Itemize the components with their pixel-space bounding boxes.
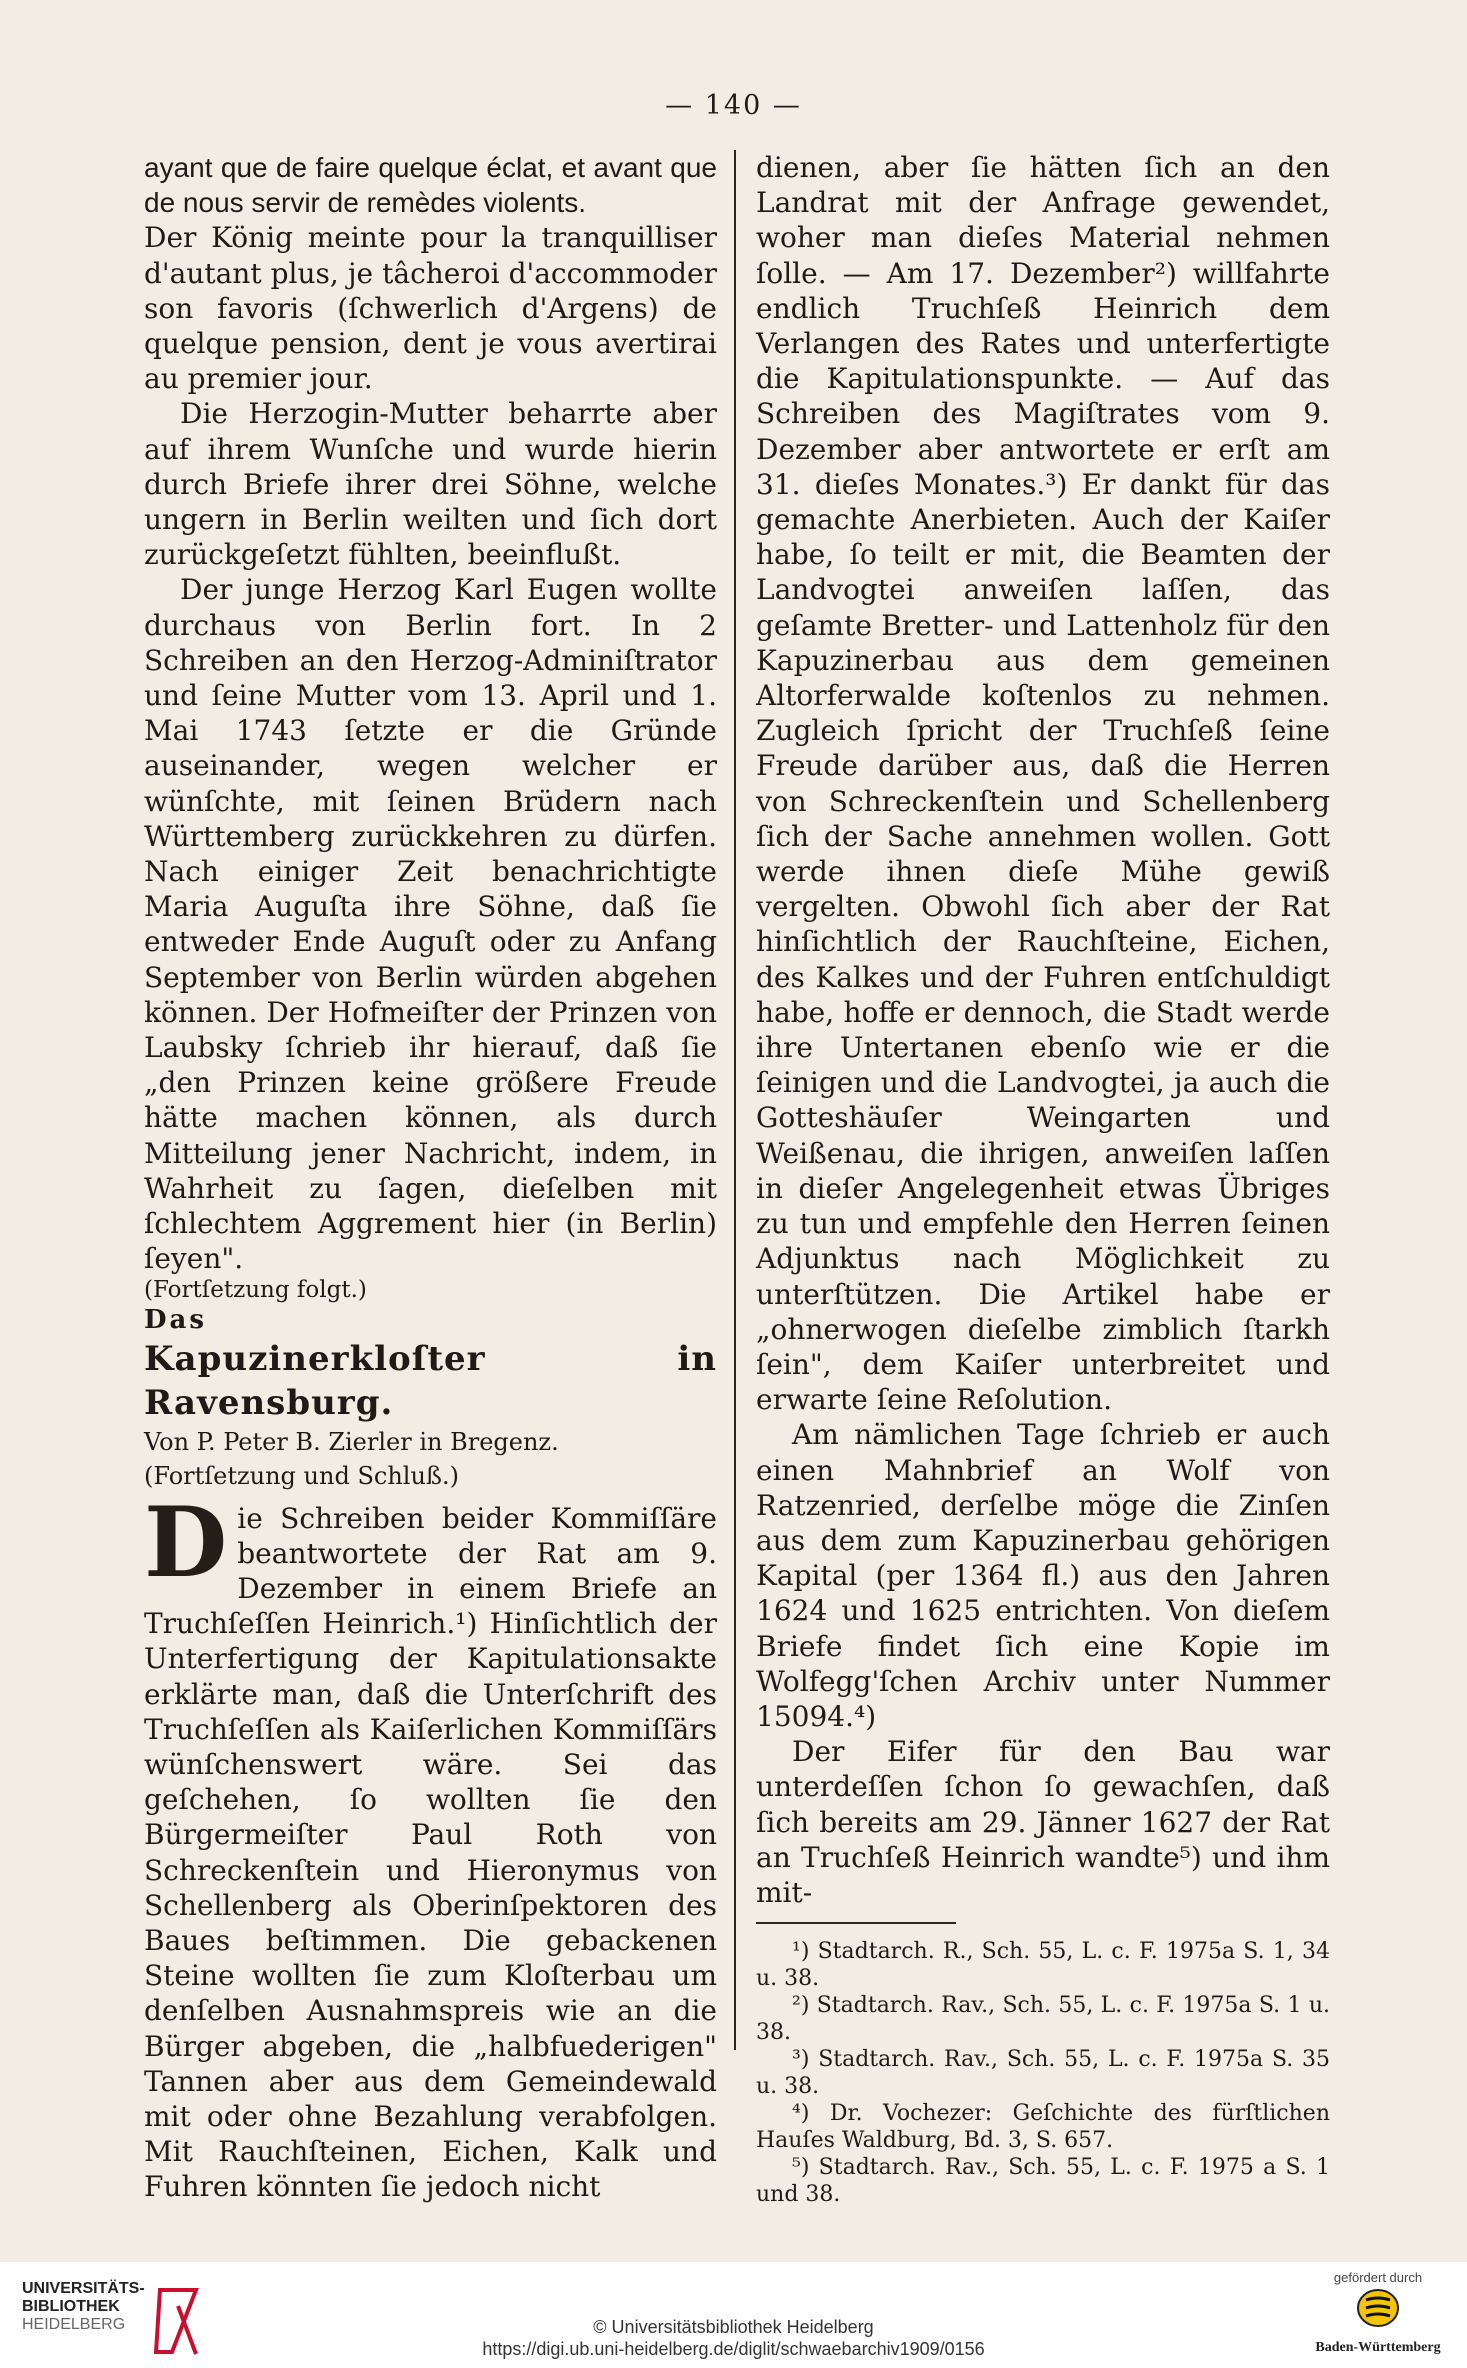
paragraph: Der junge Herzog Karl Eugen wollte durchaus von Berlin fort. In 2 Schreiben an den Herzog-Adminiſtrator und ſeine Mutter vom 13. April und 1. Mai 1743 ſetzte er die Gründe auseinander, wegen welcher er wünſchte, mit ſeinen Brüdern nach Württemberg zurückkehren zu dürfen. Nach einiger Zeit benachrichtigte Maria Auguſta ihre Söhne, daß ſie entweder Ende Auguſt oder zu Anfang September von Berlin würden abgehen können. Der Hofmeiſter der Prinzen von Laubsky ſchrieb ihr hierauf, daß ſie „den Prinzen keine größere Freude hätte machen können, als durch Mitteilung jener Nachricht, indem, in Wahrheit zu ſagen, dieſelben mit ſchlechtem Aggrement hier (in Berlin) ſeyen". <box>144 573 717 1276</box>
permalink[interactable]: https://digi.ub.uni-heidelberg.de/diglit/schwaebarchiv1909/0156 <box>482 2339 985 2359</box>
funder-name: Baden-Württemberg <box>1315 2340 1441 2355</box>
library-line: BIBLIOTHEK <box>22 2298 120 2315</box>
page-number: — 140 — <box>665 90 802 121</box>
paragraph: Am nämlichen Tage ſchrieb er auch einen Mahnbrief an Wolf von Ratzenried, derſelbe möge die Zinſen aus dem zum Kapuzinerbau gehörigen Kapital (per 1364 fl.) aus den Jahren 1624 und 1625 entrichten. Von dieſem Briefe findet ſich eine Kopie im Wolfegg'ſchen Archiv unter Nummer 15094.⁴) <box>756 1418 1330 1733</box>
library-line: HEIDELBERG <box>22 2316 126 2333</box>
paragraph-text: ie Schreiben beider Kommiſſäre beantwortete der Rat am 9. Dezember in einem Briefe an Truchſeſſen Heinrich.¹) Hinſichtlich der Unterfertigung der Kapitulationsakte erklärte man, daß die Unterſchrift des Truchſeſſen als Kaiſerlichen Kommiſſärs wünſchenswert wäre. Sei das geſchehen, ſo wollten ſie den Bürgermeiſter Paul Roth von Schreckenſtein und Hieronymus von Schellenberg als Oberinſpektoren des Baues beſtimmen. Die gebackenen Steine wollten ſie zum Kloſterbau um denſelben Ausnahmspreis wie an die Bürger abgeben, die „halbfuederigen" Tannen aber aus dem Gemeindewald mit oder ohne Bezahlung verabfolgen. Mit Rauchſteinen, Eichen, Kalk und Fuhren könnten ſie jedoch nicht <box>144 1501 717 2204</box>
article-title: Kapuzinerkloſter in Ravensburg. <box>144 1338 717 1423</box>
footnote-rule <box>756 1922 956 1924</box>
footnote: ⁵) Stadtarch. Rav., Sch. 55, L. c. F. 1975 a S. 1 und 38. <box>756 2155 1330 2208</box>
funded-by-label: gefördert durch <box>1333 2270 1423 2285</box>
copyright-text: © Universitätsbibliothek Heidelberg <box>593 2317 874 2337</box>
article-subtitle: (Fortſetzung und Schluß.) <box>144 1461 459 1490</box>
paragraph: Der Eifer für den Bau war unterdeſſen ſchon ſo gewachſen, daß ſich bereits am 29. Jänner 1627 der Rat an Truchſeß Heinrich wandte⁵) und ihm mit- <box>756 1735 1330 1909</box>
copyright-block <box>0 2316 1467 2360</box>
right-column <box>756 150 1330 2208</box>
article-author: Von P. Peter B. Zierler in Bregenz. <box>144 1427 559 1456</box>
footnote: ²) Stadtarch. Rav., Sch. 55, L. c. F. 1975a S. 1 u. 38. <box>756 1993 1330 2046</box>
footnote: ⁴) Dr. Vochezer: Geſchichte des fürſtlichen Hauſes Waldburg, Bd. 3, S. 657. <box>756 2101 1330 2154</box>
paragraph: Der König meinte pour la tranquilliser d'autant plus, je tâcheroi d'accommoder son favoris (ſchwerlich d'Argens) de quelque pension, dent je vous avertirai au premier jour. <box>144 221 717 396</box>
french-quote: ayant que de faire quelque éclat, et avant que de nous servir de remèdes violents. <box>144 152 717 219</box>
library-line: UNIVERSITÄTS- <box>22 2280 145 2297</box>
article-heading-small: Das <box>144 1304 208 1335</box>
viewer-footer <box>0 2262 1467 2368</box>
baden-wuerttemberg-coat-of-arms-icon <box>1353 2285 1403 2331</box>
funder-block <box>1313 2270 1443 2356</box>
left-column <box>144 150 717 2205</box>
paragraph: dienen, aber ſie hätten ſich an den Landrat mit der Anfrage gewendet, woher man dieſes Material nehmen ſolle. — Am 17. Dezember²) willfahrte endlich Truchſeß Heinrich dem Verlangen des Rates und unterfertigte die Kapitulationspunkte. — Auf das Schreiben des Magiſtrates vom 9. Dezember aber antwortete er erſt am 31. dieſes Monates.³) Er dankt für das gemachte Anerbieten. Auch der Kaiſer habe, ſo teilt er mit, die Beamten der Landvogtei anweiſen laſſen, das geſamte Bretter- und Lattenholz für den Kapuzinerbau aus dem gemeinen Altorferwalde koſtenlos zu nehmen. Zugleich ſpricht der Truchſeß ſeine Freude darüber aus, daß die Herren von Schreckenſtein und Schellenberg ſich der Sache annehmen wollen. Gott werde ihnen dieſe Mühe gewiß vergelten. Obwohl ſich aber der Rat hinſichtlich der Rauchſteine, Eichen, des Kalkes und der Fuhren entſchuldigt habe, hoffe er dennoch, die Stadt werde ihre Untertanen ebenſo wie er die ſeinigen und die Landvogtei, ja auch die Gotteshäuſer Weingarten und Weißenau, die ihrigen, anweiſen laſſen in dieſer Angelegenheit etwas Übriges zu tun und empfehle den Herren ſeinen Adjunktus nach Möglichkeit zu unterſtützen. Die Artikel habe er „ohnerwogen dieſelbe zimblich ſtarkh ſein", dem Kaiſer unterbreitet und erwarte ſeine Reſolution. <box>756 151 1330 1417</box>
continuation-note: (Fortſetzung folgt.) <box>144 1276 367 1303</box>
footnote: ³) Stadtarch. Rav., Sch. 55, L. c. F. 1975a S. 35 u. 38. <box>756 2047 1330 2100</box>
paragraph-with-initial <box>144 1485 717 2205</box>
paragraph: Die Herzogin-Mutter beharrte aber auf ihrem Wunſche und wurde hierin durch Briefe ihrer drei Söhne, welche ungern in Berlin weilten und ſich dort zurückgeſetzt fühlten, beeinflußt. <box>144 397 717 572</box>
column-divider <box>734 150 736 2050</box>
decorative-initial: D <box>144 1485 228 1599</box>
footnote: ¹) Stadtarch. R., Sch. 55, L. c. F. 1975a S. 1, 34 u. 38. <box>756 1939 1330 1992</box>
